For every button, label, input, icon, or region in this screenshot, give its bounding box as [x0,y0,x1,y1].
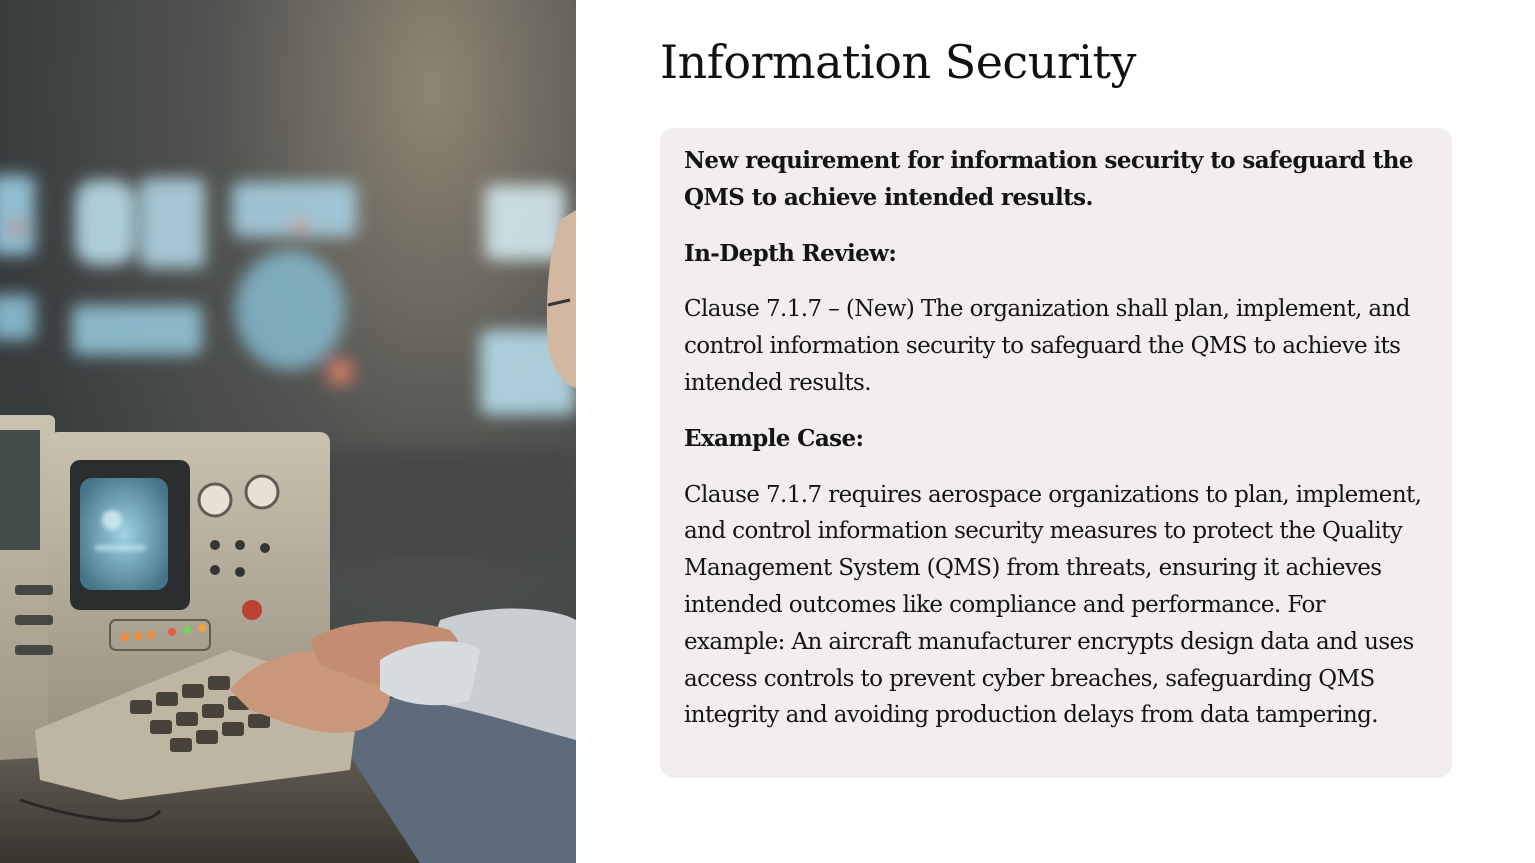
example-heading: Example Case: [684,424,864,452]
content-card [660,128,1452,778]
slide-title: Information Security [660,35,1136,89]
photo-illustration [0,0,576,863]
review-heading: In-Depth Review: [684,239,897,267]
lead-statement: New requirement for information security to safeguard the QMS to achieve intended results. [684,147,1413,211]
retro-computer-operator-image [0,0,576,863]
example-text: Clause 7.1.7 requires aerospace organizations to plan, implement, and control information security measures to protect the Quality Management System (QMS) from threats, ensuring it achieves intended outcomes like compliance and performance. For example: An aircraft manufacturer encrypts design data and uses access controls to prevent cyber breaches, safeguarding QMS integrity and avoiding production delays from data tampering. [684,481,1422,729]
review-text: Clause 7.1.7 – (New) The organization shall plan, implement, and control information security to safeguard the QMS to achieve its intended results. [684,296,1410,396]
